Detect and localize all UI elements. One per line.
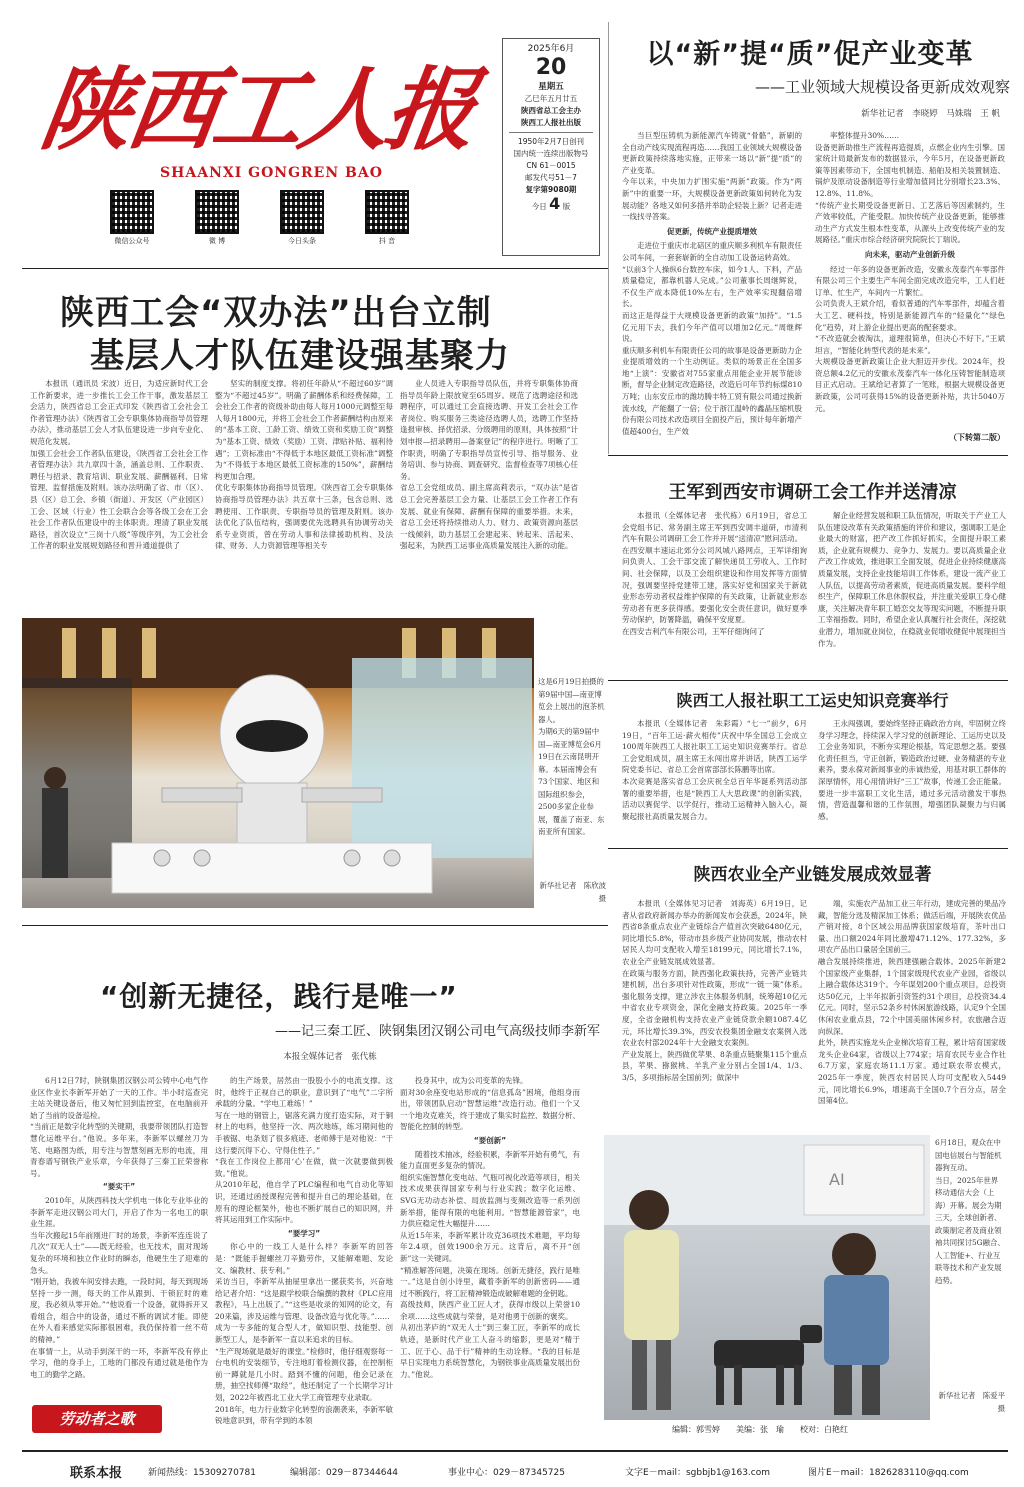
- qr-weibo-icon[interactable]: [195, 190, 239, 234]
- footer-photo-email[interactable]: 图片E－mail：1826283110@qq.com: [808, 1468, 969, 1478]
- photo-tea-robot: [22, 618, 534, 908]
- feature-byline: 本报全媒体记者 张代栋: [283, 1052, 377, 1062]
- qr-toutiao-label: 今日头条: [288, 237, 316, 245]
- issue-number: 复字第9080期: [525, 185, 577, 194]
- footer-business[interactable]: 事业中心：029－87345725: [448, 1468, 565, 1478]
- feature-col1: 6月12日7时，陕钢集团汉钢公司公铸中心电气作业区作业长李新军开始了一天的工作。半小时巡查完主站关键设备后，他又匆忙回到监控室，在电脑前开始了当前的设备巡检。 “当前正是数字化转型的关键期，我要带领团队打造智慧化运维平台。”他说。多年来，李新军以螺丝刀为笔、电路图为纸，用专注与智慧刻画无形的电流，用青春谱写钢铁产业乐章，今年获得了三秦工匠荣誉称号。 “要实干” 2010年，从陕西科技大学机电一体化专业毕业的李新军走进汉钢公司大门，开启了作为一名电工的职业生涯。 当年次搬起15年前刚进厂时的场景，李新军连连说了几次“双无人士”——既无经验，也无技术，面对现场复杂的环境和独立作业时的瞬态，他硬生生了迎难的急头。 “刚开始，我被车间安排去跑，一段时间，每天到现场坚持一步一测，每天的工作从跟到、干锁匠时的难度，我必须从零开始。”“他说看一个设备，就得拆开又看组合，组合中的设备，通过不断的调试才能。即使在外人看来感觉实际都很困难，我仍保持着一丝不苟的精神。” 在事情一上，从动手到深干的一环，李新军没有停止学习，他的身手上，工地的门都没有通过就是他作为电工的勤学之路。: [30, 1076, 208, 1379]
- serial-label: 国内统一连续出版物号: [513, 149, 589, 158]
- sponsor-1: 陕西省总工会主办: [521, 106, 581, 115]
- founded-date: 1950年2月7日创刊: [517, 137, 585, 146]
- photo-robot-dog-illustration: [604, 1135, 930, 1420]
- qr-toutiao-icon[interactable]: [280, 190, 324, 234]
- date-lunar: 乙巳年五月廿五: [524, 94, 578, 103]
- date-box: [502, 38, 600, 256]
- svg-text:AI: AI: [829, 1170, 845, 1189]
- contest-title: 陕西工人报社职工工运史知识竞赛举行: [676, 691, 949, 710]
- lead-title-line2: 基层人才队伍建设强基聚力: [90, 336, 510, 376]
- qr-douyin-label: 抖 音: [378, 237, 396, 245]
- lead-title-line1: 陕西工会“双办法”出台立制: [60, 293, 492, 333]
- masthead-pinyin: SHAANXI GONGREN BAO: [160, 165, 383, 181]
- photo-robot-dog-caption: 6月18日，观众在中国电信展台与智能机器狗互动。 当日，2025年世界移动通信大会（上海）开幕。展会为期三天，全球创新者、政策制定者及商业领袖共同探讨5G融合、人工智能+、行业互联等技术和产业发展趋势。: [935, 1138, 1005, 1285]
- masthead: [20, 20, 600, 260]
- wangjun-title: 王军到西安市调研工会工作并送清凉: [668, 482, 957, 503]
- continued-note[interactable]: （下转第二版）: [949, 433, 1005, 442]
- lead-col3: 业人员进入专职指导员队伍，并将专职集体协商指导员年龄上限放宽至65周岁。规范了选聘途径和选聘程序，可以通过工会直接选聘、开发工会社会工作者岗位、购买服务三类途径选聘人员，选聘工作坚持逢报审核、择优招录、分级聘用的原则，具体按照“计划申报—招录聘用—备案登记”的程序进行。明晰了工作职责，明确了专职指导员宣传引导、指导服务、业务培训、参与协商、调查研究、监督检查等7项核心任务。 省总工会党组成员、副主席高莉表示，“双办法”是省总工会完善基层工会力量、让基层工会工作者工作有发展、就业有保障、薪酬有保障的重要举措。未来，省总工会还将持续推动人力、财力、政策资源向基层一线倾斜，助力基层工会建起来、转起来、活起来、强起来，为陕西工运事业高质量发展注入新的动能。: [400, 379, 578, 551]
- staff-credits: 编辑：郭雪婷 美编：张 瑜 校对：白艳红: [672, 1425, 848, 1434]
- agri-col1: 本报讯（全媒体见习记者 刘海英）6月19日，记者从省政府新闻办举办的新闻发布会获悉，2024年，陕西省8条重点农业产业链综合产值首次突破6480亿元，同比增长5.8%，带动市县乡级产业协同发展，推动农村居民人均可支配收入增至18199元，同比增长7.1%，农业全产业链发展成效显著。 在政策与服务方面，陕西强化政策扶持，完善产业链共建机制，出台多项针对性政策，形成“一链一策”体系。强化服务支撑，建立涉农主体服务机制，统筹超10亿元中省农业专项资金，深化金融支持政策。2025年一季度，全省金融机构支持农业产业链贷款余额1087.4亿元，环比增长39.3%，西安农投集团金融支农案例入选农业农村部2024年十大金融支农案例。 产业发展上，陕西做优苹果、8条重点链聚集115个重点县，苹果、猕猴桃、羊乳产业分别占全国1/4、1/3、3/5，多项指标居全国前列；做深中: [622, 899, 807, 1082]
- cn-number: CN 61－0015: [526, 161, 576, 170]
- masthead-title: 陕西工人报: [34, 57, 480, 163]
- article-top-right-col1: 当巨型压铸机为新能源汽车铸就“骨骼”，新刷的全自动产线实现流程再造……我国工业领域大规模设备更新政策持续落地实施，正带来一场以“新”提“质”的产业变革。 今年以来，中央加力扩围实施“两新”政策。作为“两新”中的重要一环，大规模设备更新政策如何转化为发展动能？各地又如何多措并举助企轻装上新？记者走进一线找寻答案。 促更新，传统产业提质增效 走进位于重庆市北碚区的重庆顺多利机车有限责任公司车间，一套套崭新的全自动加工设备运转高效。 “以前3个人操纵6台数控车床，如今1人、下料，产品质量稳定，都靠机器人完成。”公司董事长周继辉说，不仅生产成本降低10%左右，生产效率实现翻倍增长。 而这正是得益于大规模设备更新的政策“加持”。“1.5亿元用下去，我们今年产值可以增加2亿元。”周继辉说。 重庆顺多利机车有限责任公司的故事是设备更新助力企业提质增效的一个生动例证。类似的场景正在全国多地“上演”：安徽省对755家重点用能企业开展节能诊断，督导企业制定改造路径，改造后可年节约标煤810万吨；山东安丘市的潍坊腾丰特工贸有限公司通过换新流水线，产能翻了一倍；位于浙江温岭的鑫晶压缩机股份有限公司技术改造项目全面投产后，预计每年新增产值超400台，生产效: [622, 131, 802, 436]
- footer-text-email[interactable]: 文字E－mail：sgbbjb1@163.com: [625, 1468, 770, 1478]
- lead-col1: 本报讯（通讯员 宋波）近日，为适应新时代工会工作新要求，进一步推长工会工作干事，激发基层工会活力，陕西省总工会正式印发《陕西省工会社会工作者管理办法》《陕西省工会专职集体协商指导员管理办法》，推动基层工会人才队伍建设进一步向专业化、规范化发展。 加强工会社会工作者队伍建设，《陕西省工会社会工作者管理办法》共九章四十条，涵盖总则、工作职责、聘任与招录、教育培训、职业发展、薪酬福利、日常管理、监督措施及附则。该办法明确了省、市（区）、县（区）总工会、乡镇（街道）、开发区（产业园区）工会、区域（行业）性工会联合会等各级工会在工会社会工作者队伍建设中的主体职责。理清了职业发展路径，首次设立“三岗十八级”等级序列，为工会社会工作者的职业发展规划路径和晋升通道提供了: [30, 379, 208, 551]
- photo-tea-robot-illustration: [22, 618, 534, 908]
- qr-douyin-icon[interactable]: [365, 190, 409, 234]
- photo-robot-dog-credit: 新华社记者 陈爱平 摄: [938, 1391, 1013, 1413]
- photo-robot-dog: [604, 1135, 930, 1420]
- footer-contact-label: 联系本报: [70, 1466, 123, 1481]
- article-top-right-byline: 新华社记者 李晓婷 马姝瑞 王 帆: [861, 109, 1000, 119]
- article-top-right-title: 以“新”提“质”促产业变革: [646, 39, 974, 70]
- corner-logo: 劳动者之歌: [32, 1405, 162, 1433]
- date-day: 20: [535, 55, 567, 80]
- photo-tea-robot-credit: 新华社记者 陈欣波 摄: [539, 881, 614, 903]
- postal-code: 邮发代号51－7: [525, 173, 577, 182]
- wangjun-col1: 本报讯（全媒体记者 张代栋）6月19日，省总工会党组书记、常务副主席王军到西安调丰道研，市清利汽车有限公司调研工会工作并开展“送清凉”慰问活动。 在西安顺丰速运北郊分公司风城八路网点，王军详细询问负责人、工会干部交流了解快递员工劳收入、工作时间、社会保障，以及工会组织建设和作用发挥等方面情况，强调要坚持党建带工建，落实好党和国家关于新就业形态劳动者权益维护保障的有关政策，让新就业形态劳动者有更多获得感。要强化安全责任意识，做好夏季劳动保护，防署降温，确保平安度夏。 在西安吉利汽车有限公司，王军仔细询问了: [622, 511, 807, 636]
- page-count: 今日 4 版: [531, 194, 571, 213]
- footer-editorial[interactable]: 编辑部：029－87344644: [290, 1468, 398, 1478]
- contest-col1: 本报讯（全媒体记者 朱彩霞）“七一”前夕，6月19日，“百年工运·薪火相传”庆祝中华全国总工会成立100周年陕西工人报社职工工运史知识竞赛举行。省总工会党组成员，副主席王永闯出席并讲话，陕西工运学院党委书记、省总工会首席部部长陈鹏等出席。 本次竞赛是落实省总工会庆祝全总百年华诞系列活动部署的重要举措，也是“陕西工人大思政课”的创新实践，活动以赛促学、以学促行，推动工运精神入脑入心，凝聚起报社高质量发展合力。: [622, 719, 807, 821]
- qr-weibo-label: 微 博: [208, 237, 226, 245]
- feature-col2: 的生产场景，居然由一股股小小的电流支撑。这时，他终于正视自己的职业，意识到了“电气”二字所承载的分量。“学电工难练！” 写在一地的钢管上，锯落充满力度打造实际，对于铜材上的电料，他坚持一次、两次地练，练习期间他的手被锯、电条划了很多痕迹、老师傅于是对他说：“干这行要沉得下心、守得住性子。” “我在工作岗位上都用‘心’在做，做一次就要做到极致。”他说。 从2010年起，他自学了PLC编程和电气自动化等知识，还通过函授课程完善和提升自己的理论基础，在原有的理论框架外，他也不断扩展自己的知识网，并将其运用到工作实际中。 “要学习” 你心中的一线工人是什么样？李新军的回答是：“既能手握螺丝刀辛勤劳作，又能解难题、发论文、编教材、获专利。” 采访当日，李新军从抽屉里拿出一摞获奖书，兴奋地给记者介绍：“这是跟学校联合编撰的教材《PLC应用教程》，马上出版了。”“这些是收录的知网的论文，有20来篇，涉及运维与管理、设备改造与优化等。”…… 成为一专多能的复合型人才，做知识型、技能型、创新型工人，是李新军一直以来追求的目标。 “生产现场就是最好的课堂。”检修时，他仔细观察每一台电机的安装细节，专注地盯着检测仪器，在控制柜前一蹲就是几小时。踏到不懂的问题，他会记录在册，抽空找师傅“取经”，他还制定了一个长期学习计划，2022年被西北工业大学工商管理专业录取。 2018年，电力行业数字化转型的浪潮袭来，李新军敏锐地意识到，带有学到的本领: [215, 1076, 393, 1425]
- date-year-month: 2025年6月: [527, 44, 575, 54]
- article-top-right-col2: 率整体提升30%…… 设备更新助推生产流程再造提质，点燃企业内生引擎。国家统计局最新发布的数据显示，今年5月，在设备更新政策等因素带动下，全国电机制造、船舶及相关装置制造、锅炉及原动设备制造等行业增加值同比分别增长23.3%、12.8%、11.8%。 “传统产业长期受设备更新日、工艺落后等因素制约，生产效率较低，产能受限。加快传统产业设备更新，能够推动生产方式发生根本性变革，从源头上改变传统产业的发展路径。”重庆市综合经济研究院院长丁瑞说。 向未来，驱动产业创新升级 经过一年多的设备更新改造，安徽永茂泰汽车零部件有限公司三个主要生产车间全面完成改造完毕，工人们赶订单、忙生产，车间内一片繁忙。 公司负责人王斌介绍，看似普通的汽车零部件，却蕴含着大工艺、硬科技，特别是新能源汽车的“轻量化”“绿色化”趋势，对上游企业提出更高的配套要求。 “不改造就会被淘汰，道理很简单，但决心不好下。”王斌坦言，“智能化转型代表的是未来”。 大规模设备更新政策让企业大胆迈开步伐。2024年，投资总额4.2亿元的安徽永茂泰汽车一体化压铸智能制造项目正式启动。王斌给记者算了一笔账，根据大规模设备更新政策，公司可获得15%的设备更新补贴，共计5040万元。: [815, 131, 1005, 413]
- article-top-right-subtitle: ——工业领域大规模设备更新成效观察: [754, 78, 1010, 96]
- wangjun-col2: 解企业经营发展和职工队伍情况，听取关于产业工人队伍建设改革有关政策措施的评价和建议，强调职工是企业最大的财富，把产改工作抓好抓实，全面提升职工素质，企业就有规模力、竞争力、发展力。要以高质量企业产改工作成效，推进职工全面发展，促进企业持续健康高质量发展，支持企业技能培训工作体系，建设一流产业工人队伍，以提高劳动者素质，促进高质量发展。要科学组织生产，保障职工休息休假权益，并注重关爱职工身心健康，关注解决青年职工婚恋交友等现实问题，不断提升职工幸福指数。同时，希望企业认真履行社会责任，深挖就业潜力，增加就业岗位，在稳就业促增收健促中展现担当作为。: [818, 511, 1006, 648]
- photo-tea-robot-caption: 这是6月19日拍摄的第9届中国—南亚博览会上展出的泡茶机器人。 为期6天的第9届中国—南亚博览会6月19日在云南昆明开幕。本届南博会有73个国家、地区和国际组织参会，2500多家企业参展，覆盖了南亚、东南亚所有国家。: [538, 677, 605, 836]
- agri-col2: 端，实施农产品加工业三年行动，建成完善的果品冷藏，智能分选及精深加工体系；做活后端，开展陕农优品产销对接，8个区域公用品牌获国家级培育，茶叶出口量、出口额2024年同比激增471.12%、177.32%，多项农产品出口量居全国前三。 融合发展持续推进，陕西建强融合载体。2025年新建2个国家级产业集群，1个国家级现代农业产业园，省级以上融合载体达319个。今年谋划200个重点项目，总投资达50亿元，上半年拟新引资签约31个项目，总投资34.4亿元。同时，坚示52条乡村休闲旅游线路，认定9个全国休闲农业重点县，72个中国美丽休闲乡村，农旅融合迈向纵深。 此外，陕西实施龙头企业梯次培育工程，累计培育国家级龙头企业64家，省级以上774家；培育农民专业合作社6.7万家，家庭农场11.1万家。通过联农带农模式，2025年一季度，陕西农村居民人均可支配收入5449元，同比增长6.9%，增速高于全国0.7个百分点，居全国第4位。: [818, 899, 1006, 1106]
- footer-news-hotline[interactable]: 新闻热线：15309270781: [148, 1468, 256, 1478]
- agri-title: 陕西农业全产业链发展成效显著: [693, 865, 932, 885]
- date-weekday: 星期五: [538, 82, 564, 92]
- contest-col2: 王永闯强调，要始终坚持正确政治方向，牢固树立终身学习理念，持续深入学习党的创新理论、工运历史以及工会业务知识，不断夯实理论根基，笃定思想之基。要强化责任担当，守正创新，锻造政治过硬、业务精湛的专业素养，要永葆对新闻事业的赤诚热爱，用基对职工群体的深厚情怀，用心用情讲好“三工”故事，传递工会正能量。要进一步丰富职工文化生活，通过多元活动激发干事热情，营造温馨和谐的工作氛围，增强团队凝聚力与归属感。: [818, 719, 1006, 821]
- feature-col3: 投身其中，成为公司变革的先锋。 面对30余座变电站形成的“信息孤岛”困境，他组身而出，带领团队启动“智慧运维”改造行动。他们一个又一个地攻克难关，终于建成了集实时监控、数据分析、智能化控制的转型。 “要创新” 随着技术抽冰，经验积累，李新军开始有勇气，有能力直面更多复杂的情况。 组织实施智慧化变电站、气瓶可视化改造等项目，相关技术成果获得国家专利与行业实践；数字化运维、SVG无功动态补偿、局放监测与变频改造等一系列创新举措，能得有限的电能利用。“智慧能源管家”，电力供应稳定性大幅提升…… 从近15年来，李新军累计攻克36项技术难题，平均每年2.4项，创效1900余万元。这背后，离不开“创新”这一关键词。 “精准解答问题，决策在现场。创新无捷径，践行是唯一。”这是自创小诗里，藏着李新军的创新密码——通过不断践行，将工匠精神锻造成破解难题的金钥匙。 高级技师，陕西产业工匠人才，获得市级以上荣誉10余项……这些成就与荣誉，是对他勇于创新的褒奖。 从初出茅庐的“双无人士”到三秦工匠，李新军的成长轨迹，是新时代产业工人奋斗的缩影，更是对“精于工、匠于心、品于行”精神的生动诠释。“我的目标是早日实现电力系统智慧化，为钢铁事业高质量发展出份力。”他说。: [400, 1076, 580, 1379]
- qr-wechat-icon[interactable]: [110, 190, 154, 234]
- feature-subtitle: ——记三秦工匠、陕钢集团汉钢公司电气高级技师李新军: [274, 1024, 600, 1039]
- feature-title: “创新无捷径，践行是唯一”: [100, 980, 458, 1013]
- lead-col2: 坚实的制度支撑。将初任年龄从“不超过60岁”调整为“不超过45岁”。明确了薪酬体系和经费保障，工会社会工作者的资级补助由每人每月1000元调整至每人每月1800元，并将工会社会工作者薪酬结构由原来的“基本工资、工龄工资、绩效工资和奖励工资”调整为“基本工资、绩效（奖励）工资、津贴补贴、福利待遇”；工资标准由“不得低于本地区最低工资标准”调整为“不得低于本地区最低工资标准的150%”，薪酬结构更加合理。 优化专职集体协商指导员管理。《陕西省工会专职集体协商指导员管理办法》共五章十三条，包含总则、选聘使用、工作职责、专职指导员的管理及附则。该办法优化了队伍结构，强调要优先选聘具有协调劳动关系专业资质，曾在劳动人事和法律援助机构、及法律、财务、人力资源管理等相关专: [215, 379, 393, 551]
- qr-wechat-label: 微信公众号: [114, 237, 150, 245]
- sponsor-2: 陕西工人报社出版: [521, 118, 581, 127]
